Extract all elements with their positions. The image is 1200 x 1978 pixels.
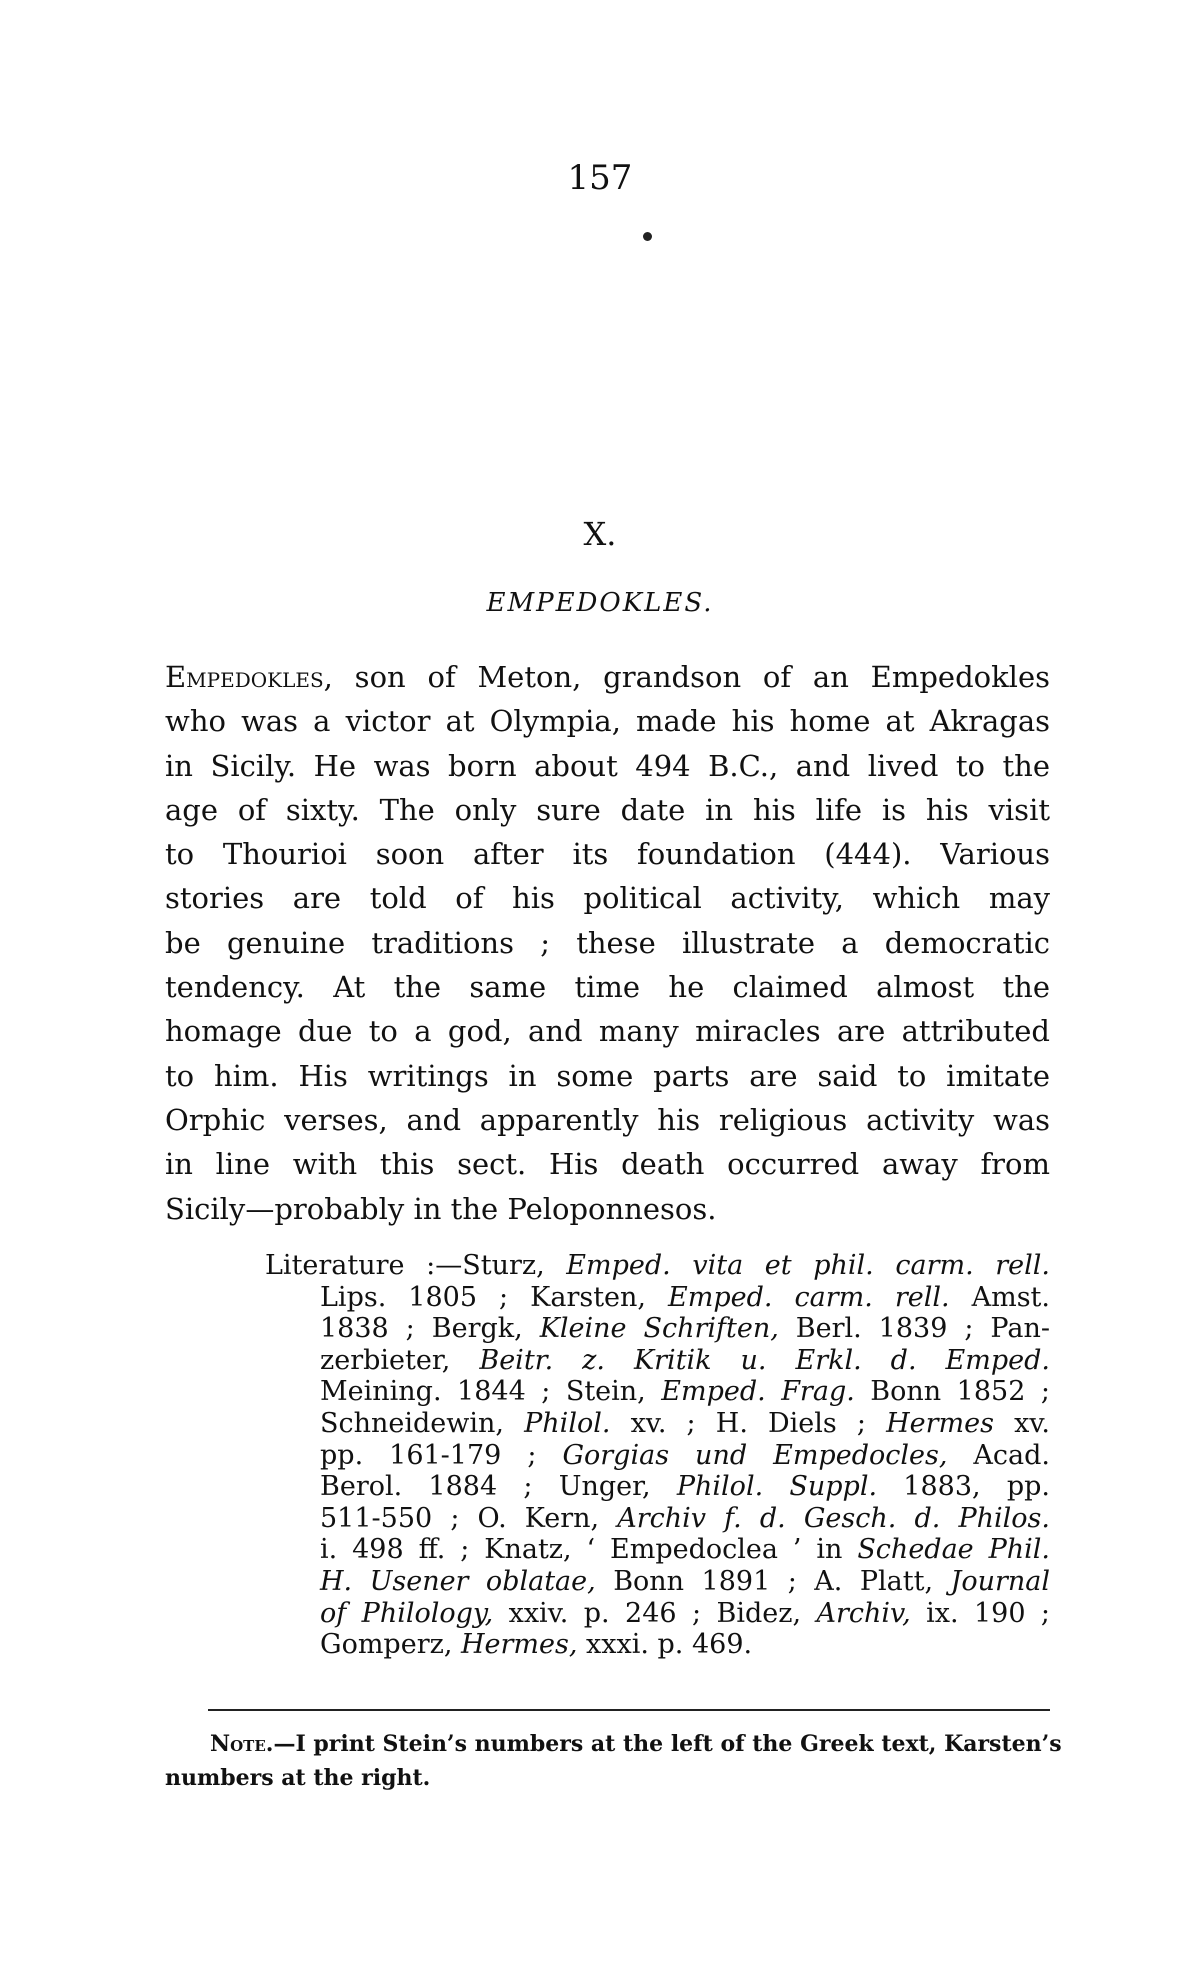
literature-line: H. Usener oblatae, Bonn 1891 ; A. Platt, Journal <box>320 1565 1050 1597</box>
literature-line: Berol. 1884 ; Unger, Philol. Suppl. 1883, pp. <box>320 1471 1050 1503</box>
chapter-number: X. <box>583 515 617 553</box>
literature-line: Meining. 1844 ; Stein, Emped. Frag. Bonn 1852 ; <box>320 1376 1050 1408</box>
footnote-line: numbers at the right. <box>165 1765 431 1791</box>
body-line: in Sicily. He was born about 494 B.C., and lived to the <box>165 748 1050 783</box>
literature-line: pp. 161-179 ; Gorgias und Empedocles, Acad. <box>320 1439 1051 1471</box>
body-line: who was a victor at Olympia, made his home at Akragas <box>165 704 1050 739</box>
lead-word: Empedokles <box>165 660 324 694</box>
literature-line: 1838 ; Bergk, Kleine Schriften, Berl. 1839 ; Pan- <box>320 1313 1050 1345</box>
page-number: 157 <box>567 158 633 198</box>
literature-line: Gomperz, Hermes, xxxi. p. 469. <box>320 1629 753 1661</box>
body-line: to him. His writings in some parts are said to imitate <box>165 1058 1050 1093</box>
body-line: homage due to a god, and many miracles are attributed <box>165 1014 1050 1049</box>
literature-line: Lips. 1805 ; Karsten, Emped. carm. rell. Amst. <box>320 1281 1050 1313</box>
body-line: Orphic verses, and apparently his religious activity was <box>165 1102 1050 1137</box>
literature-line: Schneidewin, Philol. xv. ; H. Diels ; Hermes xv. <box>320 1407 1050 1439</box>
literature-line: zerbieter, Beitr. z. Kritik u. Erkl. d. Emped. <box>320 1344 1050 1376</box>
footnote-line: Note.—I print Stein’s numbers at the left of the Greek text, Karsten’s <box>210 1731 1062 1757</box>
body-line: Sicily—probably in the Peloponnesos. <box>165 1191 717 1226</box>
body-line: stories are told of his political activity, which may <box>165 881 1050 916</box>
body-line: age of sixty. The only sure date in his life is his visit <box>165 792 1050 827</box>
ornament-dot <box>643 232 652 241</box>
body-line: be genuine traditions ; these illustrate a democratic <box>165 925 1050 960</box>
literature-line: Literature :—Sturz, Emped. vita et phil. carm. rell. <box>265 1250 1051 1281</box>
literature-block <box>265 1250 1050 1661</box>
footnote <box>165 1727 1062 1795</box>
literature-line: 511-550 ; O. Kern, Archiv f. d. Gesch. d. Philos. <box>320 1502 1050 1534</box>
body-line: in line with this sect. His death occurred away from <box>165 1147 1050 1182</box>
footnote-rule <box>208 1709 1050 1711</box>
literature-line: i. 498 ff. ; Knatz, ‘ Empedoclea ’ in Schedae Phil. <box>320 1534 1050 1566</box>
chapter-title: EMPEDOKLES. <box>486 588 714 618</box>
body-line: to Thourioi soon after its foundation (444). Various <box>165 837 1050 872</box>
body-line: tendency. At the same time he claimed almost the <box>165 970 1050 1005</box>
literature-line: of Philology, xxiv. p. 246 ; Bidez, Archiv, ix. 190 ; <box>320 1597 1051 1629</box>
body-paragraph <box>165 655 1050 1231</box>
note-label: Note. <box>210 1731 274 1757</box>
body-line: Empedokles, son of Meton, grandson of an Empedokles <box>165 660 1050 694</box>
